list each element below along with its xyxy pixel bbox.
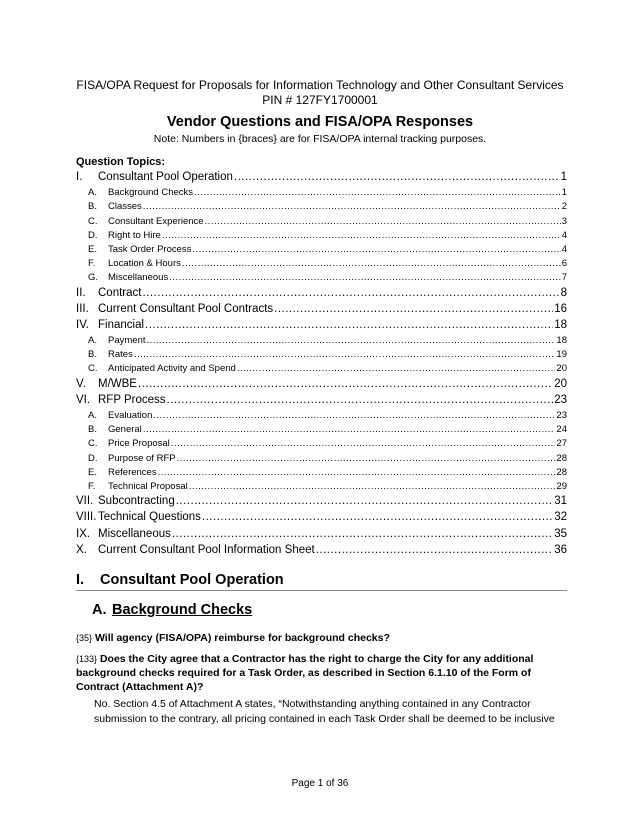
toc-leader-dots xyxy=(143,424,556,435)
toc-entry-page: 23 xyxy=(554,393,567,406)
question-item xyxy=(76,652,567,694)
toc-entry-title: Rates xyxy=(108,349,133,361)
toc-entry-page: 4 xyxy=(561,229,567,241)
toc-entry-number: IX. xyxy=(76,527,91,540)
toc-entry-title: Consultant Pool Operation xyxy=(98,171,233,183)
toc-entry[interactable] xyxy=(76,467,567,481)
toc-entry-number: D. xyxy=(88,229,98,241)
toc-entry-number: C. xyxy=(88,363,98,375)
table-of-contents xyxy=(76,171,567,560)
toc-entry[interactable] xyxy=(76,528,567,544)
toc-entry-page: 29 xyxy=(556,480,567,492)
toc-entry[interactable] xyxy=(76,335,567,349)
question-text: Will agency (FISA/OPA) reimburse for background checks? xyxy=(94,632,390,644)
toc-entry-number: A. xyxy=(88,410,97,421)
toc-entry-page: 28 xyxy=(556,452,567,464)
toc-entry-title: References xyxy=(108,466,157,478)
toc-entry-number: D. xyxy=(88,452,98,464)
toc-entry-title: Current Consultant Pool Information Sheet xyxy=(98,543,315,556)
toc-entry-number: A. xyxy=(88,187,97,199)
toc-entry-title: Anticipated Activity and Spend xyxy=(108,363,236,375)
toc-entry-number: VI. xyxy=(76,393,91,406)
toc-entry-title: Purpose of RFP xyxy=(108,452,176,464)
toc-entry[interactable] xyxy=(76,287,567,303)
section-title: Consultant Pool Operation xyxy=(100,572,284,588)
toc-entry-title: Technical Proposal xyxy=(108,480,188,492)
document-header xyxy=(0,78,640,108)
toc-entry-page: 7 xyxy=(561,272,567,284)
toc-leader-dots xyxy=(142,287,559,299)
toc-entry-title: General xyxy=(108,424,142,436)
toc-entry-page: 2 xyxy=(561,201,567,213)
toc-leader-dots xyxy=(138,378,553,390)
toc-leader-dots xyxy=(167,394,554,406)
toc-entry-title: Task Order Process xyxy=(108,243,192,255)
toc-entry-number: II. xyxy=(76,286,86,299)
toc-entry-title: Miscellaneous xyxy=(108,272,169,284)
toc-entry-title: Financial xyxy=(98,318,145,331)
toc-entry-page: 4 xyxy=(561,243,567,255)
toc-entry-page: 19 xyxy=(556,349,567,361)
toc-entry-number: V. xyxy=(76,377,86,390)
toc-entry-page: 20 xyxy=(554,377,567,390)
toc-leader-dots xyxy=(182,258,561,269)
toc-entry-page: 28 xyxy=(556,466,567,478)
toc-leader-dots xyxy=(189,481,556,492)
tracking-note: Note: Numbers in {braces} are for FISA/OPA internal tracking purposes. xyxy=(153,133,487,145)
toc-entry[interactable] xyxy=(76,319,567,335)
toc-entry-page: 6 xyxy=(561,258,567,270)
toc-entry-title: Location & Hours xyxy=(108,258,181,270)
toc-entry-number: III. xyxy=(76,302,89,315)
question-text: Does the City agree that a Contractor has the right to charge the City for any additional background checks required for a Task Order, as described in Section 6.1.10 of the Form of Contract (Attachment A)? xyxy=(76,653,534,693)
toc-entry-number: C. xyxy=(88,215,98,227)
toc-leader-dots xyxy=(205,216,561,227)
toc-entry[interactable] xyxy=(76,171,567,187)
toc-leader-dots xyxy=(145,319,553,331)
toc-leader-dots xyxy=(176,495,553,507)
toc-entry-number: IV. xyxy=(76,318,90,331)
header-rfp-title: FISA/OPA Request for Proposals for Information Technology and Other Consultant Services xyxy=(76,78,564,92)
toc-leader-dots xyxy=(237,363,556,374)
toc-entry[interactable] xyxy=(76,394,567,410)
toc-entry-number: B. xyxy=(88,424,97,436)
toc-entry-number: VIII. xyxy=(76,511,97,524)
toc-entry-page: 35 xyxy=(554,527,567,540)
toc-entry[interactable] xyxy=(76,544,567,560)
toc-entry[interactable] xyxy=(76,378,567,394)
toc-entry-title: Price Proposal xyxy=(108,438,170,450)
toc-entry[interactable] xyxy=(76,201,567,215)
toc-leader-dots xyxy=(274,303,553,315)
toc-entry[interactable] xyxy=(76,410,567,424)
toc-entry-title: Miscellaneous xyxy=(98,527,171,540)
toc-entry-page: 18 xyxy=(554,318,567,331)
toc-entry[interactable] xyxy=(76,303,567,319)
toc-entry[interactable] xyxy=(76,230,567,244)
toc-entry-page: 23 xyxy=(556,410,567,421)
toc-entry[interactable] xyxy=(76,424,567,438)
toc-entry[interactable] xyxy=(76,258,567,272)
toc-entry-number: G. xyxy=(88,272,99,284)
toc-leader-dots xyxy=(316,544,554,556)
toc-entry[interactable] xyxy=(76,187,567,201)
toc-entry-page: 36 xyxy=(554,543,567,556)
question-id: {133} xyxy=(76,654,98,664)
toc-entry-number: F. xyxy=(88,258,96,270)
toc-entry-number: B. xyxy=(88,201,97,213)
page-title: Vendor Questions and FISA/OPA Responses xyxy=(166,114,474,130)
toc-leader-dots xyxy=(194,187,561,198)
toc-entry-page: 20 xyxy=(556,363,567,375)
toc-entry-title: Current Consultant Pool Contracts xyxy=(98,302,274,315)
toc-entry-title: Subcontracting xyxy=(98,495,175,508)
toc-leader-dots xyxy=(147,335,556,346)
toc-entry-title: Classes xyxy=(108,201,142,213)
toc-entry-title: Background Checks xyxy=(108,187,194,199)
toc-entry[interactable] xyxy=(76,363,567,377)
toc-leader-dots xyxy=(177,453,556,464)
toc-entry[interactable] xyxy=(76,216,567,230)
question-topics-label: Question Topics: xyxy=(76,156,166,168)
toc-entry-title: Right to Hire xyxy=(108,229,161,241)
toc-entry-number: F. xyxy=(88,480,96,492)
toc-entry[interactable] xyxy=(76,272,567,286)
toc-leader-dots xyxy=(169,272,561,283)
toc-leader-dots xyxy=(202,511,553,523)
toc-entry[interactable] xyxy=(76,244,567,258)
toc-entry-page: 27 xyxy=(556,438,567,450)
toc-leader-dots xyxy=(134,349,556,360)
toc-leader-dots xyxy=(158,467,556,478)
toc-entry-page: 1 xyxy=(561,187,567,199)
toc-leader-dots xyxy=(192,244,560,255)
toc-entry[interactable] xyxy=(76,511,567,527)
subsection-number: A. xyxy=(92,602,107,618)
toc-entry[interactable] xyxy=(76,481,567,495)
toc-leader-dots xyxy=(234,171,560,183)
page-footer: Page 1 of 36 xyxy=(291,778,349,789)
toc-entry-title: RFP Process xyxy=(98,393,166,406)
header-pin: PIN # 127FY1700001 xyxy=(262,93,378,107)
toc-entry[interactable] xyxy=(76,453,567,467)
section-heading xyxy=(76,572,567,591)
toc-entry-number: E. xyxy=(88,243,97,255)
toc-leader-dots xyxy=(171,438,556,449)
toc-entry-title: M/WBE xyxy=(98,377,137,390)
toc-entry-title: Consultant Experience xyxy=(108,215,204,227)
toc-leader-dots xyxy=(162,230,561,241)
toc-entry-page: 8 xyxy=(560,286,567,299)
toc-entry-number: C. xyxy=(88,438,98,450)
toc-entry-title: Payment xyxy=(108,335,146,347)
toc-entry-page: 32 xyxy=(554,511,567,524)
toc-entry-number: A. xyxy=(88,335,97,347)
toc-entry-number: I. xyxy=(76,171,83,183)
question-item xyxy=(76,631,567,645)
toc-leader-dots xyxy=(172,528,553,540)
toc-entry-page: 3 xyxy=(561,215,567,227)
toc-entry-page: 31 xyxy=(554,495,567,508)
toc-entry-number: VII. xyxy=(76,495,94,508)
toc-entry-title: Contract xyxy=(98,286,142,299)
toc-entry[interactable] xyxy=(76,349,567,363)
toc-entry[interactable] xyxy=(76,438,567,452)
toc-entry[interactable] xyxy=(76,495,567,511)
question-id: {35} xyxy=(76,633,93,643)
toc-entry-page: 24 xyxy=(556,424,567,436)
subsection-title: Background Checks xyxy=(112,602,253,618)
toc-leader-dots xyxy=(143,201,561,212)
toc-entry-page: 18 xyxy=(556,335,567,347)
subsection-heading xyxy=(92,602,252,618)
toc-entry-number: E. xyxy=(88,466,97,478)
toc-entry-title: Evaluation xyxy=(108,410,153,421)
toc-entry-title: Technical Questions xyxy=(98,511,201,524)
toc-leader-dots xyxy=(153,410,555,421)
toc-entry-number: B. xyxy=(88,349,97,361)
toc-entry-page: 16 xyxy=(554,302,567,315)
toc-entry-page: 1 xyxy=(560,171,567,183)
section-number: I. xyxy=(76,572,85,588)
toc-entry-number: X. xyxy=(76,543,87,556)
answer-text: No. Section 4.5 of Attachment A states, “Notwithstanding anything contained in any Contractor submission to the contrary, all pricing contained in each Task Order shall be deemed to be inclusive xyxy=(94,698,555,725)
